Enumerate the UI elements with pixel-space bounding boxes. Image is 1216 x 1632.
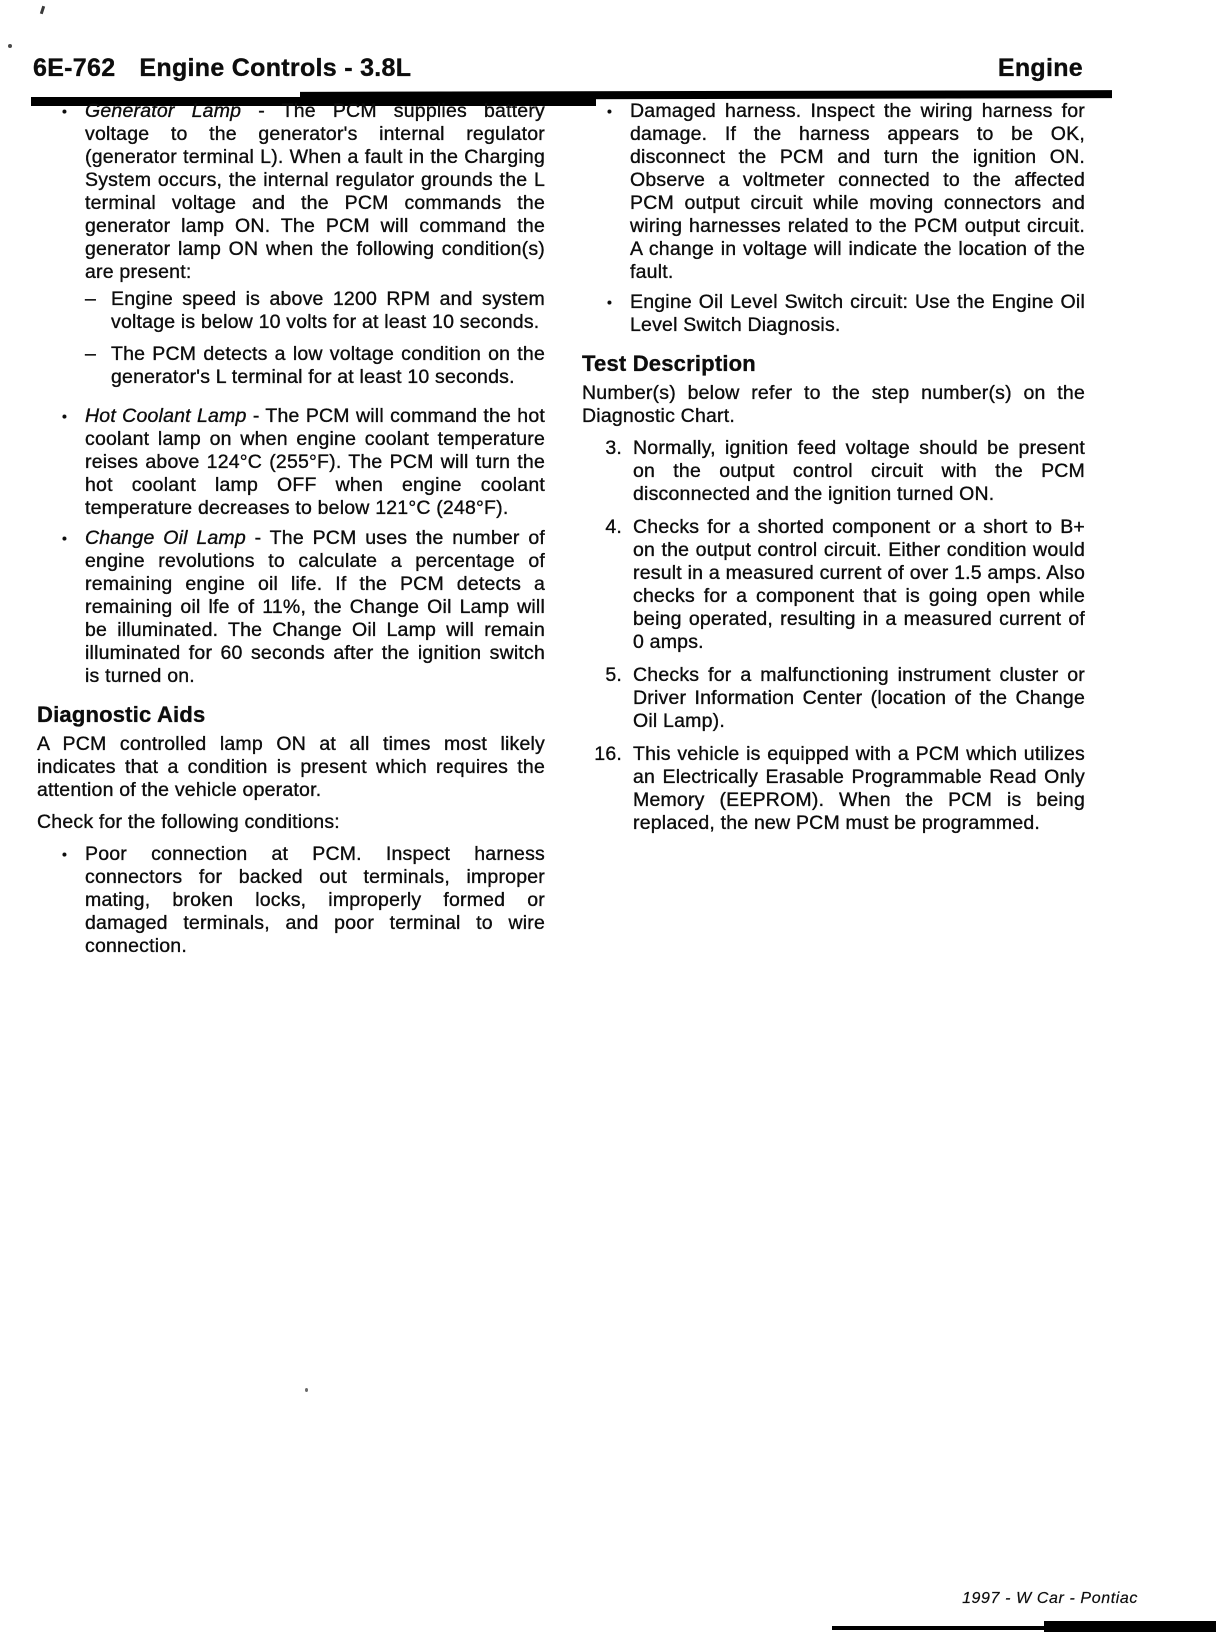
scan-artifact bbox=[8, 44, 12, 48]
bullet-icon: • bbox=[62, 408, 68, 424]
page-header bbox=[33, 54, 1083, 83]
step-number: 4. bbox=[605, 516, 622, 538]
diagnostic-aids-heading: Diagnostic Aids bbox=[37, 702, 206, 727]
footer-note: 1997 - W Car - Pontiac bbox=[962, 1590, 1138, 1607]
bullet-text bbox=[85, 527, 545, 688]
bullet-icon: • bbox=[62, 846, 68, 862]
test-description-intro: Number(s) below refer to the step number(s) on the Diagnostic Chart. bbox=[582, 382, 1085, 427]
sublist-item bbox=[85, 343, 545, 389]
list-item-change-oil-lamp bbox=[37, 527, 545, 688]
bullet-text bbox=[85, 100, 545, 398]
scan-artifact bbox=[40, 6, 45, 15]
list-item-generator-lamp bbox=[37, 100, 545, 398]
column-right bbox=[582, 100, 1085, 965]
bullet-text bbox=[85, 405, 545, 520]
diagnostic-aids-paragraph: A PCM controlled lamp ON at all times most likely indicates that a condition is present which requires the attention of the vehicle operator. bbox=[37, 733, 545, 801]
bullet-body: - The PCM uses the number of engine revolutions to calculate a percentage of remaining engine oil life. If the PCM detects a remaining oil lfe of 11%, the Change Oil Lamp will be illuminated. The Change Oil Lamp will remain illuminated for 60 seconds after the ignition switch is turned on. bbox=[85, 527, 545, 687]
bullet-text: Engine Oil Level Switch circuit: Use the Engine Oil Level Switch Diagnosis. bbox=[630, 291, 1085, 336]
bullet-lead-italic: Generator Lamp bbox=[85, 100, 242, 122]
step-number: 3. bbox=[605, 437, 622, 459]
test-step-list bbox=[582, 437, 1085, 835]
page-title: Engine Controls - 3.8L bbox=[139, 54, 412, 82]
header-section-title: Engine bbox=[997, 54, 1083, 82]
test-description-heading: Test Description bbox=[582, 351, 756, 376]
bullet-text: Damaged harness. Inspect the wiring harness for damage. If the harness appears to be OK, disconnect the PCM and turn the ignition ON. Observe a voltmeter connected to the affected PCM output circuit while moving connectors and wiring harnesses related to the PCM output circuit. A change in voltage will indicate the location of the fault. bbox=[630, 100, 1085, 283]
bullet-icon: • bbox=[62, 103, 68, 119]
step-text: Checks for a malfunctioning instrument cluster or Driver Information Center (location of the Change Oil Lamp). bbox=[633, 664, 1085, 732]
page-number: 6E-762 bbox=[33, 54, 116, 82]
step-text: This vehicle is equipped with a PCM which utilizes an Electrically Erasable Programmable Read Only Memory (EEPROM). When the PCM is being replaced, the new PCM must be programmed. bbox=[633, 743, 1085, 834]
sublist-item bbox=[85, 288, 545, 334]
list-item-hot-coolant-lamp bbox=[37, 405, 545, 520]
step-text: Checks for a shorted component or a short to B+ on the output control circuit. Either condition would result in a measured current of over 1.5 amps. Also checks for a component that is going open while being operated, resulting in a measured current of 0 amps. bbox=[633, 516, 1085, 653]
lamp-bullet-list bbox=[37, 100, 545, 688]
bullet-text: Poor connection at PCM. Inspect harness connectors for backed out terminals, improper mating, broken locks, improperly formed or damaged terminals, and poor terminal to wire connection. bbox=[85, 843, 545, 957]
step-item bbox=[582, 437, 1085, 506]
bullet-icon: • bbox=[607, 103, 613, 119]
bullet-lead-italic: Change Oil Lamp bbox=[85, 527, 246, 549]
step-number: 5. bbox=[605, 664, 622, 686]
sublist-text: The PCM detects a low voltage condition on the generator's L terminal for at least 10 seconds. bbox=[111, 343, 545, 388]
sublist-text: Engine speed is above 1200 RPM and system voltage is below 10 volts for at least 10 seconds. bbox=[111, 288, 545, 333]
column-left bbox=[37, 100, 545, 965]
step-text: Normally, ignition feed voltage should be present on the output control circuit with the PCM disconnected and the ignition turned ON. bbox=[633, 437, 1085, 505]
scan-bar-artifact bbox=[832, 1626, 1062, 1630]
conditions-bullet-list bbox=[37, 843, 545, 958]
dash-icon: – bbox=[85, 288, 97, 310]
header-left bbox=[33, 54, 411, 83]
bullet-icon: • bbox=[607, 294, 613, 310]
scan-artifact bbox=[305, 1388, 308, 1392]
header-rule-right bbox=[300, 90, 1112, 100]
bullet-body: - The PCM will command the hot coolant lamp on when engine coolant temperature reises above 124°C (255°F). The PCM will turn the hot coolant lamp OFF when engine coolant temperature decreases to below 121°C (248°F). bbox=[85, 405, 545, 519]
bullet-icon: • bbox=[62, 530, 68, 546]
bullet-body: - The PCM supplies battery voltage to the generator's internal regulator (generator terminal L). When a fault in the Charging System occurs, the internal regulator grounds the L terminal voltage and the PCM commands the generator lamp ON. The PCM will command the generator lamp ON when the following condition(s) are present: bbox=[85, 100, 545, 283]
dash-icon: – bbox=[85, 343, 97, 365]
scan-bar-artifact bbox=[1044, 1621, 1216, 1632]
condition-sublist bbox=[85, 288, 545, 389]
content-columns bbox=[37, 100, 1085, 965]
list-item-damaged-harness bbox=[582, 100, 1085, 284]
check-conditions-paragraph: Check for the following conditions: bbox=[37, 811, 340, 833]
list-item-poor-connection bbox=[37, 843, 545, 958]
step-number: 16. bbox=[594, 743, 622, 765]
step-item bbox=[582, 743, 1085, 835]
bullet-lead-italic: Hot Coolant Lamp bbox=[85, 405, 247, 427]
step-item bbox=[582, 664, 1085, 733]
list-item-oil-level-switch bbox=[582, 291, 1085, 337]
conditions-bullet-list-right bbox=[582, 100, 1085, 337]
step-item bbox=[582, 516, 1085, 654]
